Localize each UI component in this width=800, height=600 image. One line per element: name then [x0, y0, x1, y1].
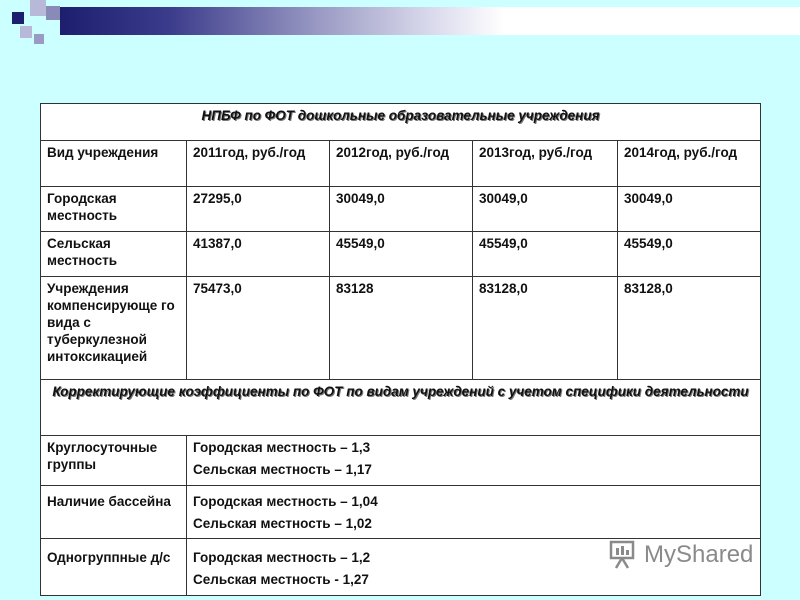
col-header-2014: 2014год, руб./год — [618, 141, 761, 187]
decor-square — [46, 6, 60, 20]
col-header-2012: 2012год, руб./год — [330, 141, 473, 187]
coef-name: Одногруппные д/с — [41, 539, 187, 596]
row-name: Сельская местность — [41, 232, 187, 277]
row-name: Учреждения компенсирующе го вида с туберкулезной интоксикацией — [41, 277, 187, 380]
salary-table — [40, 103, 761, 596]
urban-coef: Городская местность – 1,04 — [193, 494, 378, 509]
coef-name: Круглосуточные группы — [41, 436, 187, 486]
row-name: Городская местность — [41, 187, 187, 232]
rural-coef: Сельская местность – 1,17 — [193, 462, 372, 477]
value-2011: 75473,0 — [187, 277, 330, 380]
table-row — [41, 187, 761, 232]
col-header-type: Вид учреждения — [41, 141, 187, 187]
col-header-2011: 2011год, руб./год — [187, 141, 330, 187]
col-header-2013: 2013год, руб./год — [473, 141, 618, 187]
value-2012: 45549,0 — [330, 232, 473, 277]
decor-square — [30, 0, 46, 16]
watermark — [608, 538, 768, 572]
table-row — [41, 277, 761, 380]
urban-coef: Городская местность – 1,3 — [193, 440, 371, 455]
value-2014: 30049,0 — [618, 187, 761, 232]
value-2012: 30049,0 — [330, 187, 473, 232]
header-gradient-bar — [60, 7, 800, 35]
value-2011: 27295,0 — [187, 187, 330, 232]
table-row — [41, 436, 761, 486]
section-title: Корректирующие коэффициенты по ФОТ по видам учреждений с учетом специфики деятельности — [41, 380, 761, 436]
watermark-text: MyShared — [644, 541, 754, 568]
rural-coef: Сельская местность - 1,27 — [193, 572, 369, 587]
table-row — [41, 232, 761, 277]
value-2012: 83128 — [330, 277, 473, 380]
value-2013: 30049,0 — [473, 187, 618, 232]
value-2013: 83128,0 — [473, 277, 618, 380]
top-decoration — [0, 0, 800, 40]
table-row — [41, 486, 761, 539]
rural-coef: Сельская местность – 1,02 — [193, 516, 372, 531]
decor-square — [34, 34, 44, 44]
coef-values — [187, 436, 761, 486]
decor-square — [20, 26, 32, 38]
value-2011: 41387,0 — [187, 232, 330, 277]
value-2013: 45549,0 — [473, 232, 618, 277]
table-title: НПБФ по ФОТ дошкольные образовательные учреждения — [41, 104, 761, 141]
value-2014: 83128,0 — [618, 277, 761, 380]
presentation-icon — [608, 538, 640, 572]
coef-name: Наличие бассейна — [41, 486, 187, 539]
urban-coef: Городская местность – 1,2 — [193, 550, 371, 565]
decor-square — [12, 12, 24, 24]
value-2014: 45549,0 — [618, 232, 761, 277]
coef-values — [187, 486, 761, 539]
